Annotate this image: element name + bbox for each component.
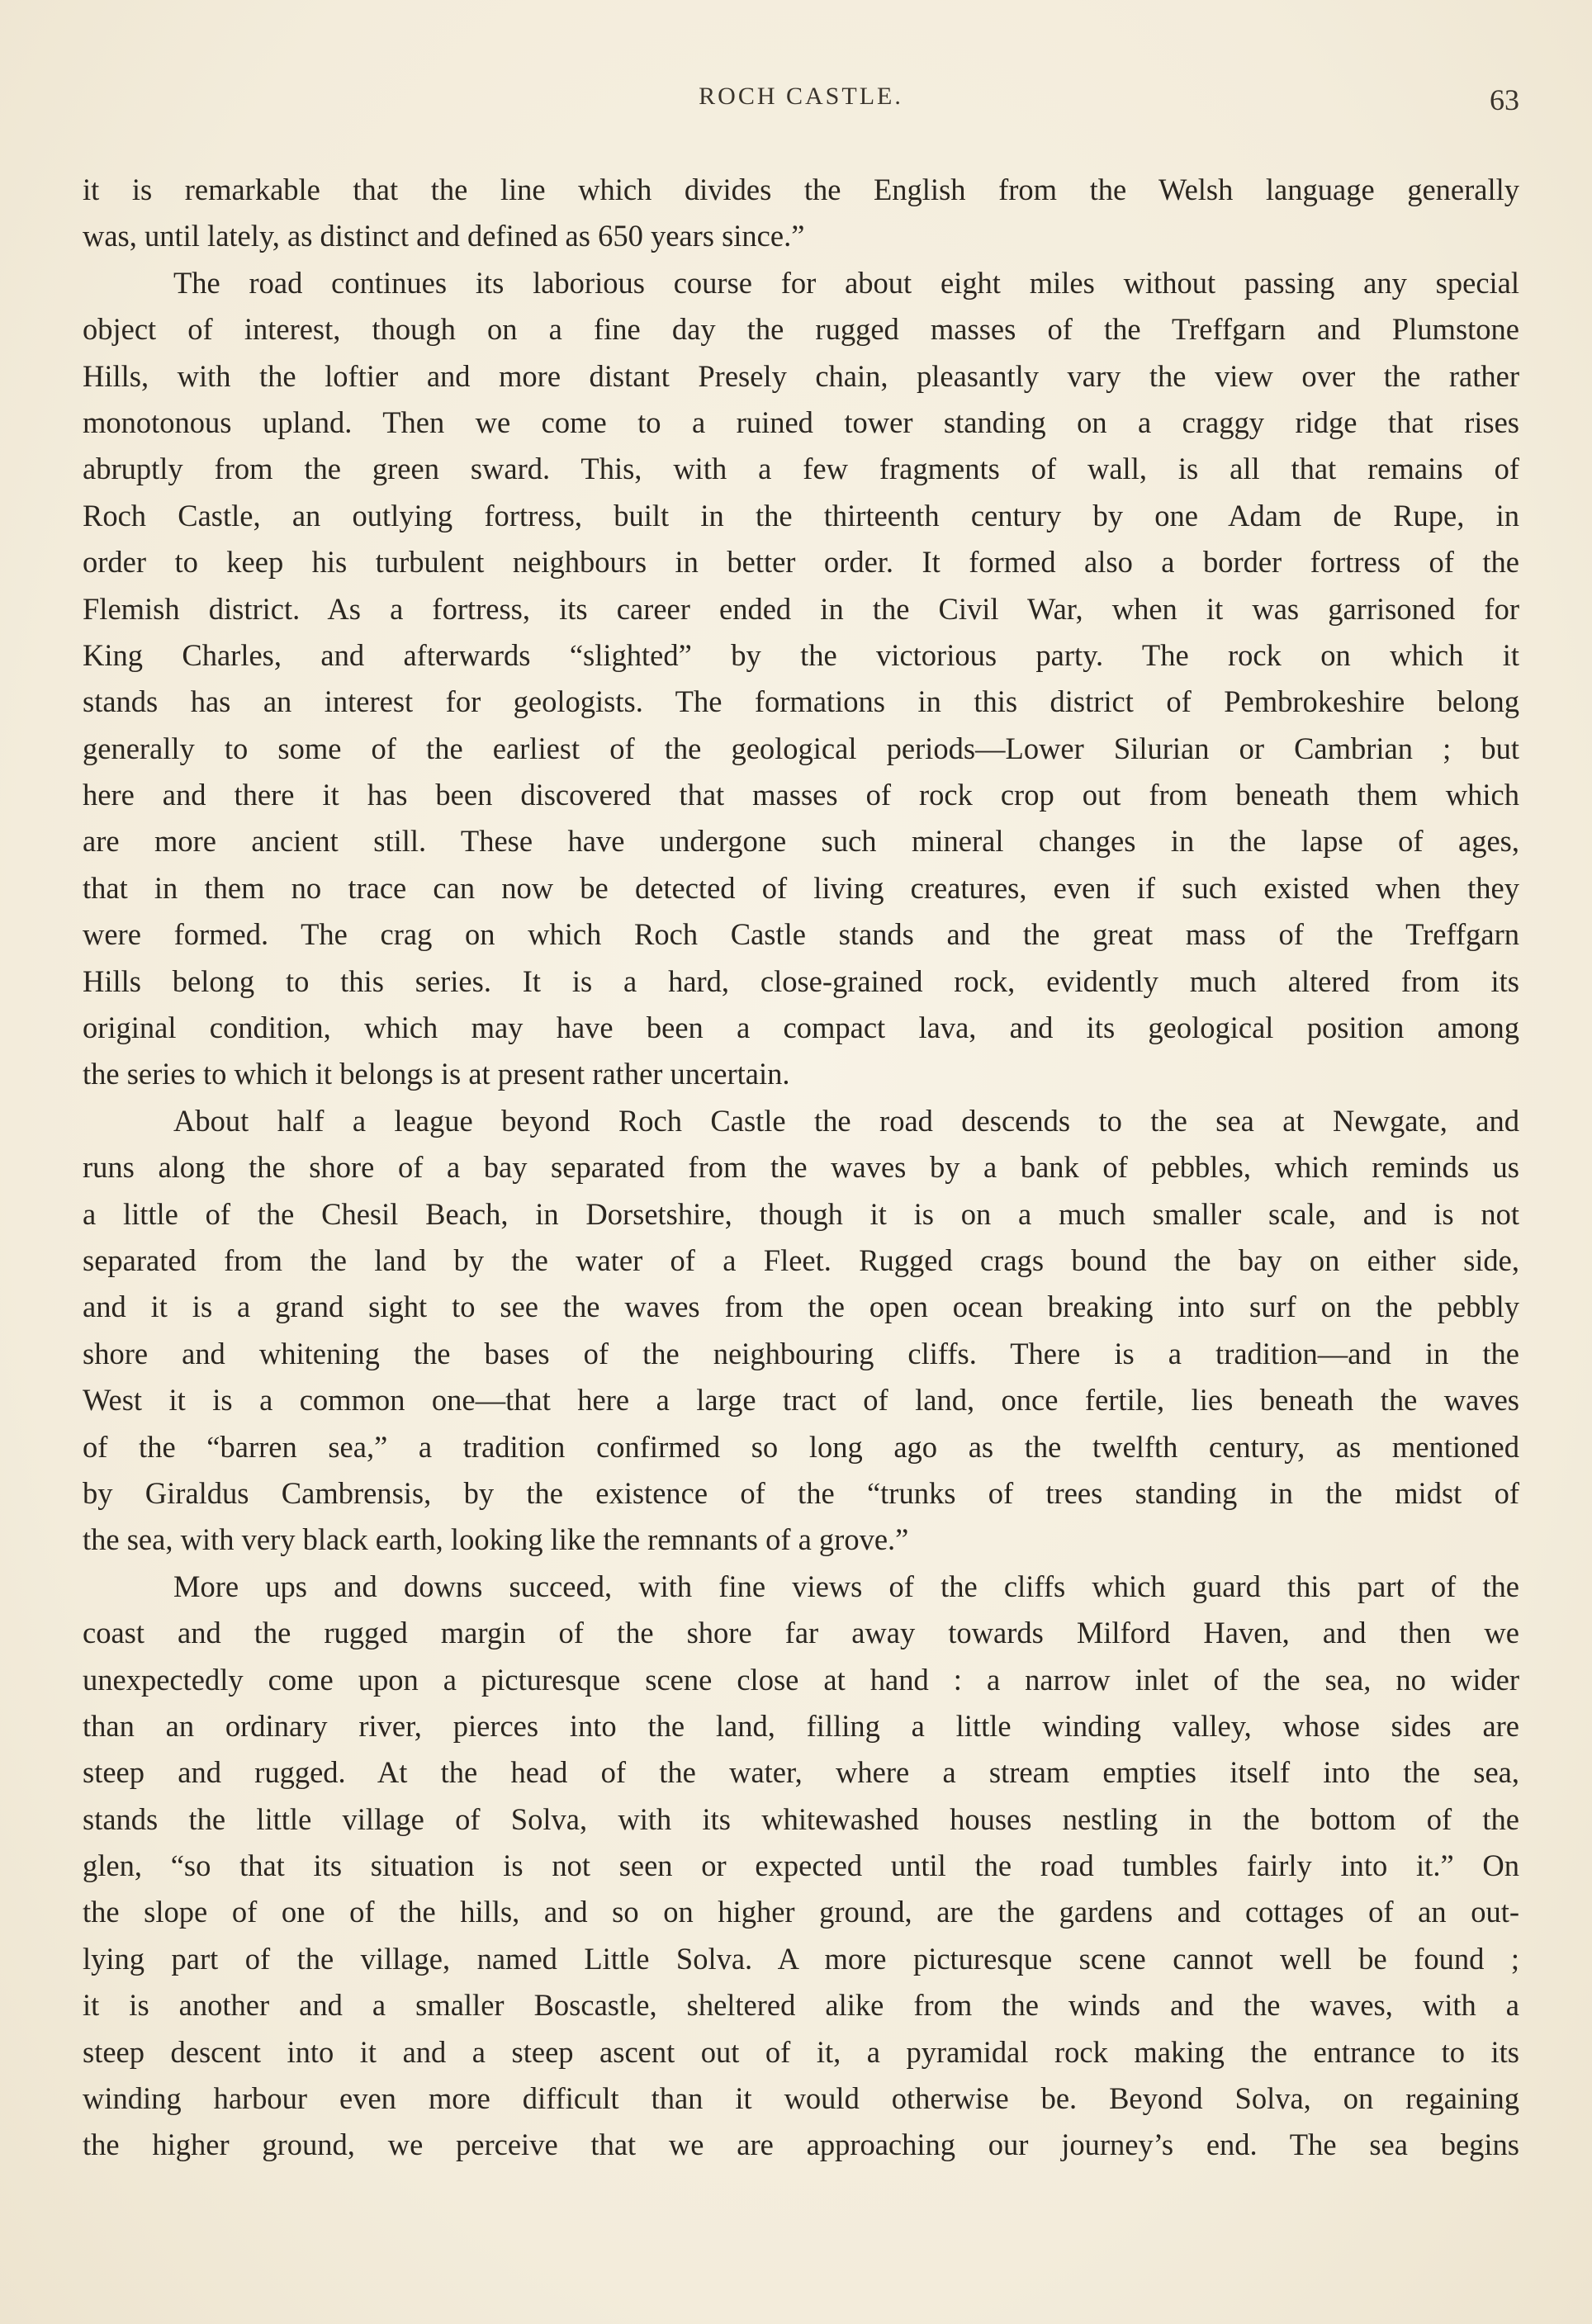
text-line: that in them no trace can now be detected of living creatures, even if such existed when they (83, 870, 1519, 905)
text-line: monotonous upland. Then we come to a ruined tower standing on a craggy ridge that rises (83, 405, 1519, 439)
text-line: here and there it has been discovered that masses of rock crop out from beneath them which (83, 778, 1519, 812)
text-line: it is remarkable that the line which divides the English from the Welsh language generally (83, 173, 1519, 206)
text-line: separated from the land by the water of a Fleet. Rugged crags bound the bay on either side, (83, 1242, 1519, 1277)
text-line: unexpectedly come upon a picturesque scene close at hand : a narrow inlet of the sea, no wider (83, 1662, 1519, 1697)
running-title: ROCH CASTLE. (699, 83, 903, 110)
page-header (83, 83, 1519, 124)
body-text (83, 167, 1519, 2169)
text-line: Flemish district. As a fortress, its career ended in the Civil War, when it was garrisoned for (83, 591, 1519, 626)
text-line: Roch Castle, an outlying fortress, built in the thirteenth century by one Adam de Rupe, in (83, 498, 1519, 532)
text-line: shore and whitening the bases of the neighbouring cliffs. There is a tradition—and in the (83, 1336, 1519, 1370)
text-line: the slope of one of the hills, and so on higher ground, are the gardens and cottages of an out- (83, 1895, 1519, 1929)
text-line: by Giraldus Cambrensis, by the existence of the “trunks of trees standing in the midst of (83, 1475, 1519, 1510)
text-line: About half a league beyond Roch Castle the road descends to the sea at Newgate, and (173, 1103, 1519, 1138)
text-line: The road continues its laborious course for about eight miles without passing any special (173, 265, 1519, 300)
text-line: King Charles, and afterwards “slighted” by the victorious party. The rock on which it (83, 637, 1519, 672)
text-line: a little of the Chesil Beach, in Dorsetshire, though it is on a much smaller scale, and is not (83, 1196, 1519, 1231)
text-line: runs along the shore of a bay separated from the waves by a bank of pebbles, which reminds us (83, 1150, 1519, 1185)
text-line: were formed. The crag on which Roch Castle stands and the great mass of the Treffgarn (83, 917, 1519, 952)
text-line: generally to some of the earliest of the geological periods—Lower Silurian or Cambrian ; but (83, 731, 1519, 765)
text-line: steep descent into it and a steep ascent out of it, a pyramidal rock making the entrance to its (83, 2034, 1519, 2069)
text-line: Hills belong to this series. It is a hard, close-grained rock, evidently much altered from its (83, 963, 1519, 998)
text-line: of the “barren sea,” a tradition confirmed so long ago as the twelfth century, as mentioned (83, 1429, 1519, 1464)
text-line: winding harbour even more difficult than it would otherwise be. Beyond Solva, on regaining (83, 2081, 1519, 2116)
text-line: the series to which it belongs is at present rather uncertain. (83, 1057, 790, 1091)
text-line: coast and the rugged margin of the shore far away towards Milford Haven, and then we (83, 1616, 1519, 1650)
text-line: More ups and downs succeed, with fine views of the cliffs which guard this part of the (173, 1569, 1519, 1603)
text-line: the higher ground, we perceive that we are approaching our journey’s end. The sea begins (83, 2128, 1519, 2162)
text-line: was, until lately, as distinct and defined as 650 years since.” (83, 219, 805, 253)
text-line: and it is a grand sight to see the waves from the open ocean breaking into surf on the pebbly (83, 1290, 1519, 1324)
text-line: abruptly from the green sward. This, with a few fragments of wall, is all that remains of (83, 452, 1519, 486)
text-line: West it is a common one—that here a large tract of land, once fertile, lies beneath the waves (83, 1383, 1519, 1418)
text-line: lying part of the village, named Little Solva. A more picturesque scene cannot well be found ; (83, 1941, 1519, 1976)
text-line: than an ordinary river, pierces into the land, filling a little winding valley, whose sides are (83, 1708, 1519, 1743)
text-line: stands the little village of Solva, with its whitewashed houses nestling in the bottom of the (83, 1801, 1519, 1836)
text-line: steep and rugged. At the head of the water, where a stream empties itself into the sea, (83, 1755, 1519, 1790)
text-line: glen, “so that its situation is not seen or expected until the road tumbles fairly into it.” On (83, 1848, 1519, 1883)
text-line: it is another and a smaller Boscastle, sheltered alike from the winds and the waves, with a (83, 1988, 1519, 2023)
text-line: Hills, with the loftier and more distant Presely chain, pleasantly vary the view over the rather (83, 358, 1519, 393)
text-line: the sea, with very black earth, looking like the remnants of a grove.” (83, 1522, 909, 1557)
text-line: are more ancient still. These have undergone such mineral changes in the lapse of ages, (83, 824, 1519, 859)
text-line: stands has an interest for geologists. The formations in this district of Pembrokeshire belong (83, 684, 1519, 719)
text-line: original condition, which may have been a compact lava, and its geological position among (83, 1011, 1519, 1045)
text-line: object of interest, though on a fine day the rugged masses of the Treffgarn and Plumstone (83, 312, 1519, 347)
text-line: order to keep his turbulent neighbours in better order. It formed also a border fortress of the (83, 545, 1519, 580)
page-number: 63 (1490, 83, 1519, 116)
